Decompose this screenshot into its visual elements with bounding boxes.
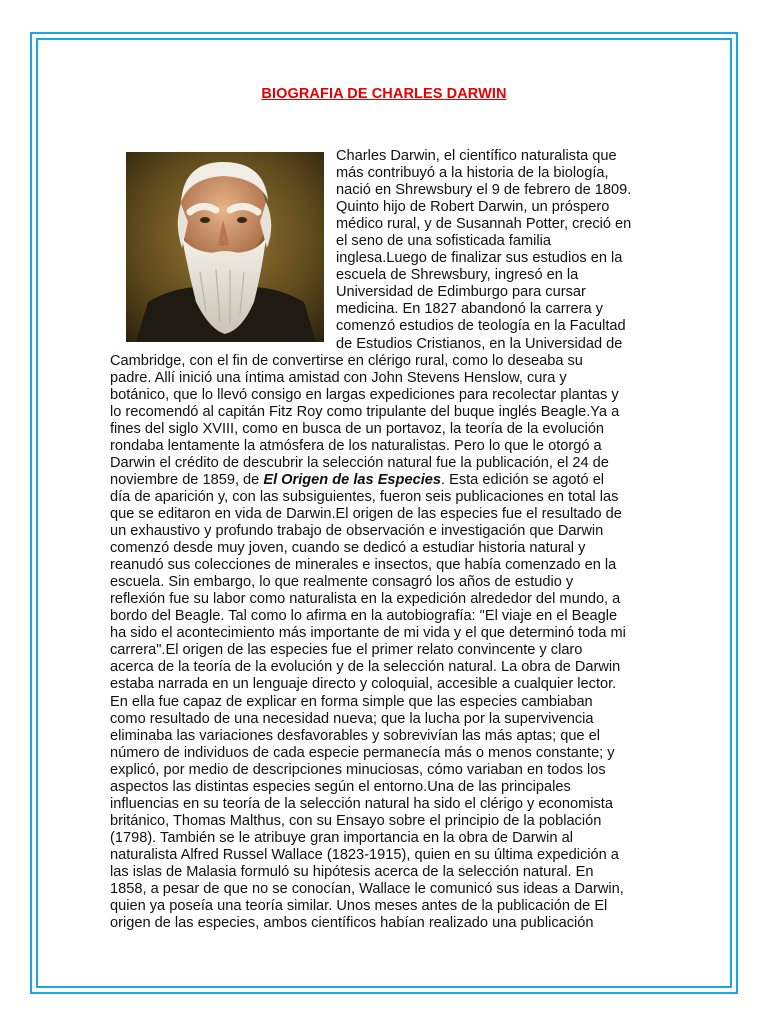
text-line: influencias en su teoría de la selección natural ha sido el clérigo y economista	[110, 795, 613, 812]
text-line: Charles Darwin, el científico naturalista que	[336, 148, 617, 164]
text-line: lo recomendó al capitán Fitz Roy como tripulante del buque inglés Beagle.Ya a	[110, 403, 620, 420]
text-line: comenzó desde muy joven, cuando se dedicó a estudiar historia natural y	[110, 540, 586, 557]
text-line: Darwin el crédito de descubrir la selección natural fue la publicación, el 24 de	[110, 454, 609, 471]
text-line: carrera".El origen de las especies fue el primer relato convincente y claro	[110, 642, 583, 659]
text-line: eliminaba las variaciones desfavorables y sobrevivían las más aptas; que el	[110, 727, 600, 744]
text-line: reflexión fue su labor como naturalista en la expedición alrededor del mundo, a	[110, 591, 621, 608]
text-line: inglesa.Luego de finalizar sus estudios en la	[336, 250, 623, 267]
text-line: estaba narrada en un lenguaje directo y coloquial, accesible a cualquier lector.	[110, 676, 617, 693]
text-line: medicina. En 1827 abandonó la carrera y	[336, 301, 603, 318]
text-line: Quinto hijo de Robert Darwin, un próspero	[336, 199, 610, 216]
book-title: El Origen de las Especies	[263, 471, 441, 488]
text-line: naturalista Alfred Russel Wallace (1823-1915), quien en su última expedición a	[110, 846, 619, 863]
text-line: día de aparición y, con las subsiguientes, fueron seis publicaciones en total las	[110, 488, 619, 505]
text-line: de Estudios Cristianos, en la Universidad de	[336, 335, 623, 352]
text-line: comenzó estudios de teología en la Facultad	[336, 318, 626, 335]
text-line: Cambridge, con el fin de convertirse en clérigo rural, como lo deseaba su	[110, 352, 583, 369]
text-line: un exhaustivo y profundo trabajo de observación e investigación que Darwin	[110, 523, 604, 540]
text-line: explicó, por medio de descripciones minuciosas, cómo variaban en todos los	[110, 761, 606, 778]
text-line	[110, 472, 660, 489]
text-line: número de individuos de cada especie permanecía más o menos constante; y	[110, 744, 615, 761]
text-fragment: . Esta edición se agotó el	[440, 471, 605, 488]
text-line: como resultado de una necesidad nueva; que la lucha por la supervivencia	[110, 710, 594, 727]
text-line: fines del siglo XVIII, como en busca de un portavoz, la teoría de la evolución	[110, 420, 605, 437]
text-line: quien ya poseía una teoría similar. Unos meses antes de la publicación de El	[110, 898, 608, 915]
text-line: Universidad de Edimburgo para cursar	[336, 284, 586, 301]
text-line: bordo del Beagle. Tal como lo afirma en la autobiografía: "El viaje en el Beagle	[110, 608, 618, 625]
document-title: BIOGRAFIA DE CHARLES DARWIN	[261, 86, 507, 102]
text-line: británico, Thomas Malthus, con su Ensayo sobre el principio de la población	[110, 812, 602, 829]
text-line: más contribuyó a la historia de la biología,	[336, 165, 609, 182]
text-line: el seno de una sofisticada familia	[336, 233, 551, 250]
text-line: ha sido el acontecimiento más importante de mi vida y el que determinó toda mi	[110, 625, 626, 642]
text-line: rondaba lentamente la atmósfera de los naturalistas. Pero lo que le otorgó a	[110, 437, 602, 454]
text-line: las islas de Malasia formuló su hipótesis acerca de la selección natural. En	[110, 863, 594, 880]
text-line: (1798). También se le atribuye gran importancia en la obra de Darwin al	[110, 829, 573, 846]
text-line: padre. Allí inició una íntima amistad con John Stevens Henslow, cura y	[110, 369, 567, 386]
text-line: En ella fue capaz de explicar en forma simple que las especies cambiaban	[110, 693, 593, 710]
text-line: reanudó sus colecciones de minerales e insectos, que había comenzado en la	[110, 557, 617, 574]
text-line: médico rural, y de Susannah Potter, creció en	[336, 216, 632, 233]
text-line: aspectos las distintas especies según el entorno.Una de las principales	[110, 778, 571, 795]
text-line: escuela de Shrewsbury, ingresó en la	[336, 267, 579, 284]
biography-text	[110, 148, 660, 932]
text-line: acerca de la teoría de la evolución y de la selección natural. La obra de Darwin	[110, 659, 621, 676]
text-line: nació en Shrewsbury el 9 de febrero de 1809.	[336, 182, 632, 199]
text-line: botánico, que lo llevó consigo en largas expediciones para recolectar plantas y	[110, 386, 619, 403]
text-line: 1858, a pesar de que no se conocían, Wallace le comunicó sus ideas a Darwin,	[110, 881, 624, 898]
text-line: escuela. Sin embargo, lo que realmente consagró los años de estudio y	[110, 574, 574, 591]
text-fragment: noviembre de 1859, de	[110, 471, 264, 488]
text-line: origen de las especies, ambos científicos habían realizado una publicación	[110, 915, 594, 932]
text-line: que se editaron en vida de Darwin.El origen de las especies fue el resultado de	[110, 505, 622, 522]
